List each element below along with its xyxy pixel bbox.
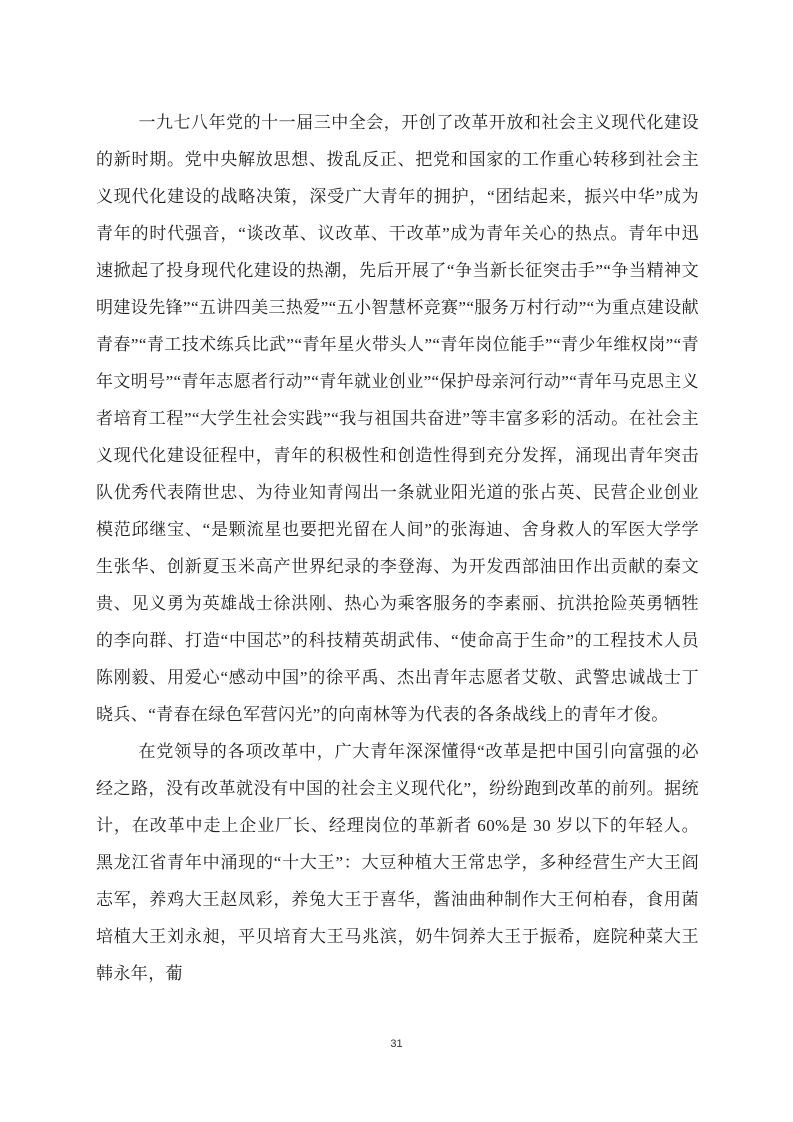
document-body: [96, 104, 699, 992]
page-number: 31: [390, 1038, 403, 1050]
body-paragraph-1: 一九七八年党的十一届三中全会，开创了改革开放和社会主义现代化建设的新时期。党中央解放思想、拨乱反正、把党和国家的工作重心转移到社会主义现代化建设的战略决策，深受广大青年的拥护，“团结起来，振兴中华”成为青年的时代强音，“谈改革、议改革、干改革”成为青年关心的热点。青年中迅速掀起了投身现代化建设的热潮，先后开展了“争当新长征突击手”“争当精神文明建设先锋”“五讲四美三热爱”“五小智慧杯竞赛”“服务万村行动”“为重点建设献青春”“青工技术练兵比武”“青年星火带头人”“青年岗位能手”“青少年维权岗”“青年文明号”“青年志愿者行动”“青年就业创业”“保护母亲河行动”“青年马克思主义者培育工程”“大学生社会实践”“我与祖国共奋进”等丰富多彩的活动。在社会主义现代化建设征程中，青年的积极性和创造性得到充分发挥，涌现出青年突击队优秀代表隋世忠、为待业知青闯出一条就业阳光道的张占英、民营企业创业模范邱继宝、“是颗流星也要把光留在人间”的张海迪、舍身救人的军医大学学生张华、创新夏玉米高产世界纪录的李登海、为开发西部油田作出贡献的秦文贵、见义勇为英雄战士徐洪刚、热心为乘客服务的李素丽、抗洪抢险英勇牺牲的李向群、打造“中国芯”的科技精英胡武伟、“使命高于生命”的工程技术人员陈刚毅、用爱心“感动中国”的徐平禹、杰出青年志愿者艾敬、武警忠诚战士丁晓兵、“青春在绿色军营闪光”的向南林等为代表的各条战线上的青年才俊。: [96, 113, 699, 724]
body-paragraph-2: 在党领导的各项改革中，广大青年深深懂得“改革是把中国引向富强的必经之路，没有改革就没有中国的社会主义现代化”，纷纷跑到改革的前列。据统计，在改革中走上企业厂长、经理岗位的革新者 60%是 30 岁以下的年轻人。黑龙江省青年中涌现的“十大王”：大豆种植大王常忠学，多种经营生产大王阎志军，养鸡大王赵凤彩，养兔大王于喜华，酱油曲种制作大王何柏春，食用菌培植大王刘永昶，平贝培育大王马兆滨，奶牛饲养大王于振希，庭院种菜大王韩永年，葡: [96, 742, 700, 983]
